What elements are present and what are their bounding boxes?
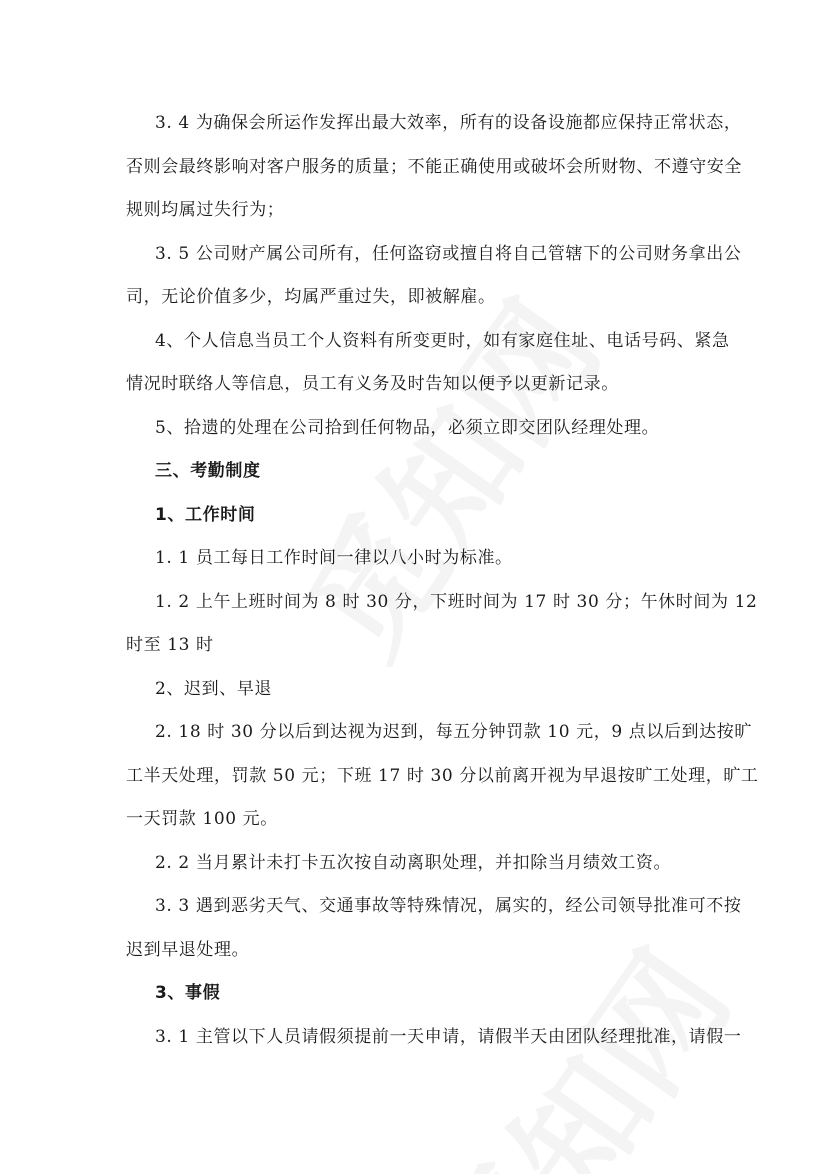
paragraph-line: 迟到早退处理。 bbox=[126, 940, 250, 960]
paragraph-line: 规则均属过失行为； bbox=[126, 200, 285, 220]
paragraph-line: 否则会最终影响对客户服务的质量；不能正确使用或破坏会所财物、不遵守安全 bbox=[126, 157, 742, 177]
subsection-heading: 1、工作时间 bbox=[155, 505, 256, 525]
paragraph-line: 3. 3 遇到恶劣天气、交通事故等特殊情况，属实的，经公司领导批准可不按 bbox=[155, 896, 742, 916]
paragraph-line: 时至 13 时 bbox=[126, 635, 214, 655]
paragraph-line: 3. 1 主管以下人员请假须提前一天申请，请假半天由团队经理批准，请假一 bbox=[155, 1027, 742, 1047]
paragraph-line: 2. 18 时 30 分以后到达视为迟到，每五分钟罚款 10 元，9 点以后到达按旷 bbox=[155, 722, 752, 742]
subsection-heading: 3、事假 bbox=[155, 983, 221, 1003]
paragraph-line: 司，无论价值多少，均属严重过失，即被解雇。 bbox=[126, 287, 496, 307]
paragraph-line: 3. 5 公司财产属公司所有，任何盗窃或擅自将自己管辖下的公司财务拿出公 bbox=[155, 244, 742, 264]
paragraph-line: 4、个人信息当员工个人资料有所变更时，如有家庭住址、电话号码、紧急 bbox=[155, 331, 730, 351]
paragraph-line: 工半天处理，罚款 50 元；下班 17 时 30 分以前离开视为早退按旷工处理，旷工 bbox=[126, 766, 759, 786]
paragraph-line: 1. 2 上午上班时间为 8 时 30 分，下班时间为 17 时 30 分；午休时间为 12 bbox=[155, 592, 758, 612]
watermark bbox=[257, 260, 634, 687]
paragraph-line: 2. 2 当月累计未打卡五次按自动离职处理，并扣除当月绩效工资。 bbox=[155, 853, 672, 873]
paragraph-line: 1. 1 员工每日工作时间一律以八小时为标准。 bbox=[155, 548, 513, 568]
section-heading: 三、考勤制度 bbox=[155, 461, 261, 481]
paragraph-line: 3. 4 为确保会所运作发挥出最大效率，所有的设备设施都应保持正常状态， bbox=[155, 113, 742, 133]
paragraph-line: 2、迟到、早退 bbox=[155, 679, 273, 699]
paragraph-line: 一天罚款 100 元。 bbox=[126, 809, 278, 829]
paragraph-line: 5、拾遗的处理在公司拾到任何物品，必须立即交团队经理处理。 bbox=[155, 418, 660, 438]
paragraph-line: 情况时联络人等信息，员工有义务及时告知以便予以更新记录。 bbox=[126, 374, 619, 394]
